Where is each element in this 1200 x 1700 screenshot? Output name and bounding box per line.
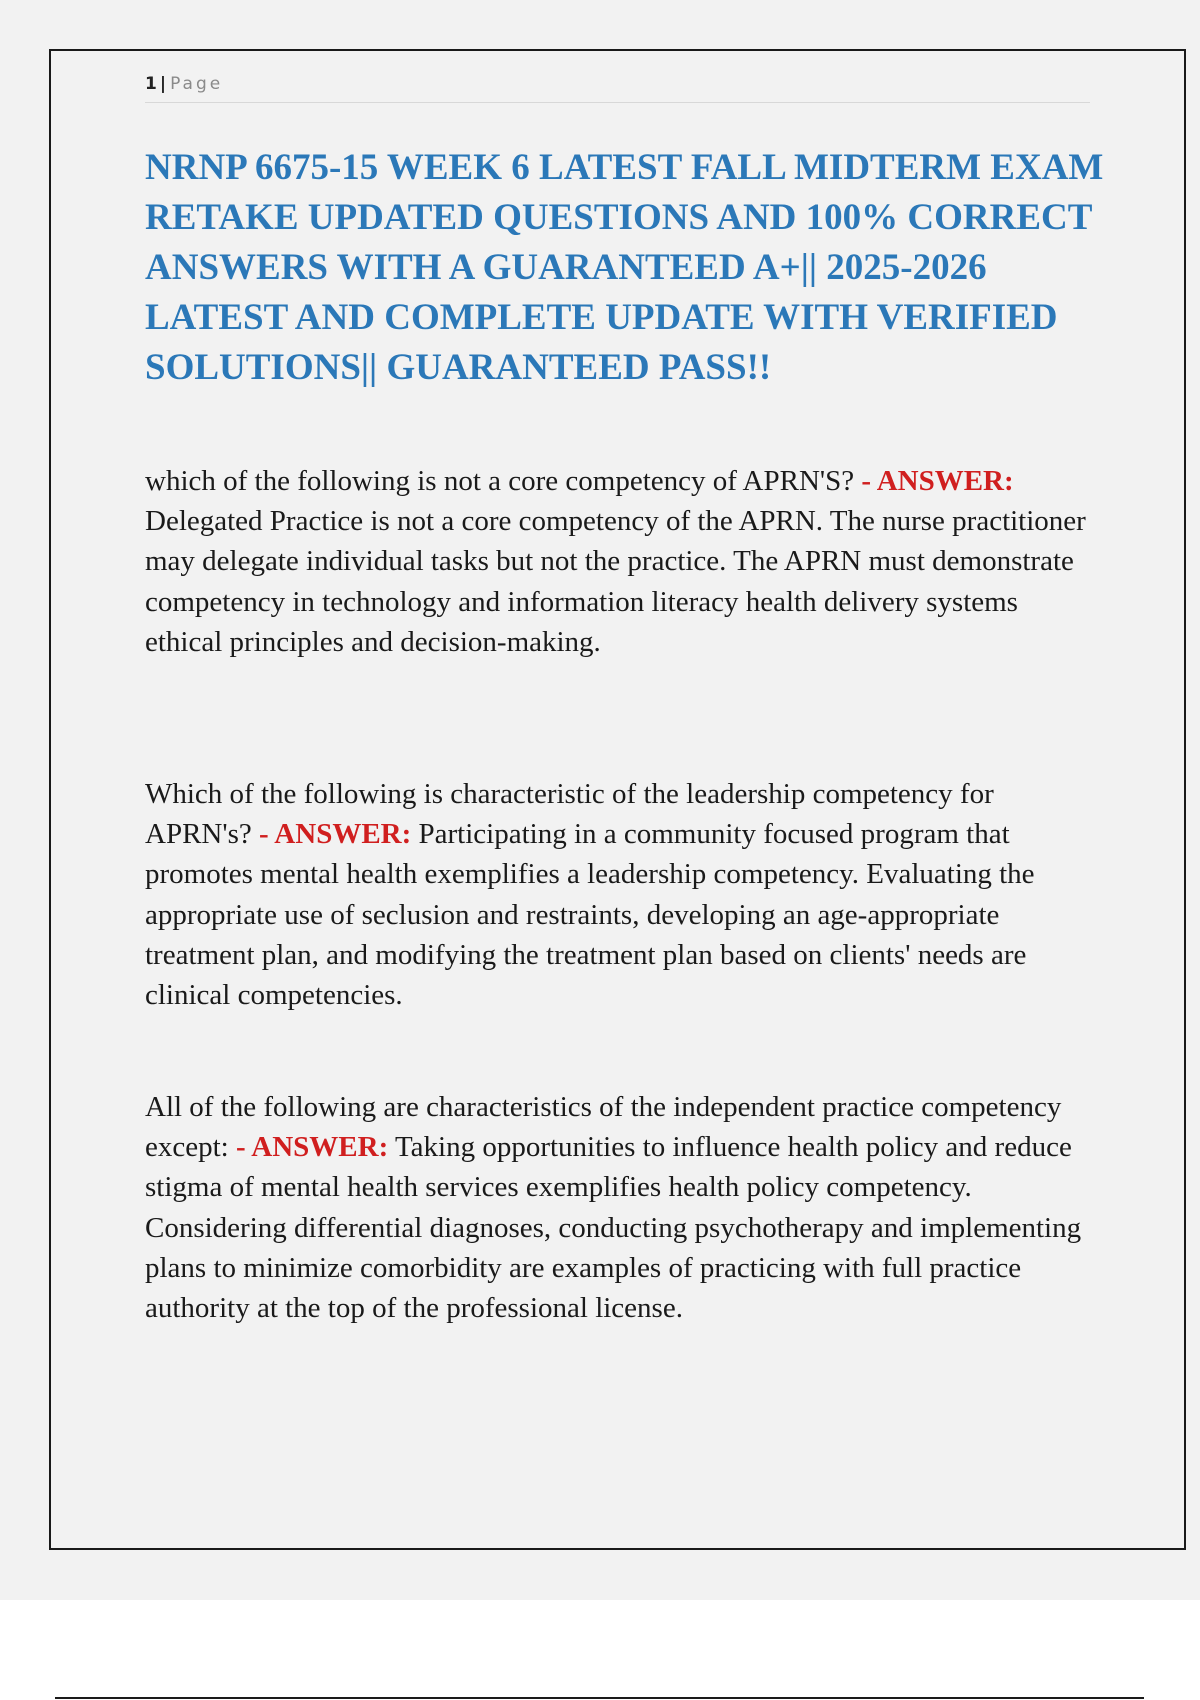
question-text: Which of the following is characteristic of the leadership competency for APRN's? — [145, 778, 994, 851]
answer-text: Delegated Practice is not a core competency of the APRN. The nurse practitioner may delegate individual tasks but not the practice. The APRN must demonstrate competency in technology and information literacy health delivery systems ethical principles and decision-making. — [145, 505, 1086, 658]
answer-label: - ANSWER: — [861, 465, 1014, 497]
qa-item — [145, 1087, 1095, 1328]
qa-item — [145, 461, 1095, 662]
answer-text: Taking opportunities to influence health policy and reduce stigma of mental health services exemplifies health policy competency. Considering differential diagnoses, conducting psychotherapy and implementing plans to minimize comorbidity are examples of practicing with full practice authority at the top of the professional license. — [145, 1131, 1082, 1325]
question-text: All of the following are characteristics of the independent practice competency except: — [145, 1091, 1062, 1164]
page-separator: | — [159, 74, 167, 94]
answer-label: - ANSWER: — [235, 1131, 389, 1164]
question-text: which of the following is not a core competency of APRN'S? — [145, 465, 862, 497]
answer-text: Participating in a community focused program that promotes mental health exemplifies a leadership competency. Evaluating the appropriate use of seclusion and restraints, developing an age-appropriate treatment plan, and modifying the treatment plan based on clients' needs are clinical competencies. — [145, 818, 1035, 1012]
page-header — [145, 72, 1090, 103]
page-number: 1 — [145, 74, 157, 94]
qa-item — [145, 774, 1095, 1015]
next-page-top-border — [55, 1697, 1144, 1699]
answer-label: - ANSWER: — [259, 818, 412, 851]
document-title: NRNP 6675-15 WEEK 6 LATEST FALL MIDTERM EXAM RETAKE UPDATED QUESTIONS AND 100% CORRECT ANSWERS WITH A GUARANTEED A+|| 2025-2026 LATEST AND COMPLETE UPDATE WITH VERIFIED SOLUTIONS|| GUARANTEED PASS!! — [145, 147, 1104, 388]
page-label: Page — [170, 74, 224, 94]
